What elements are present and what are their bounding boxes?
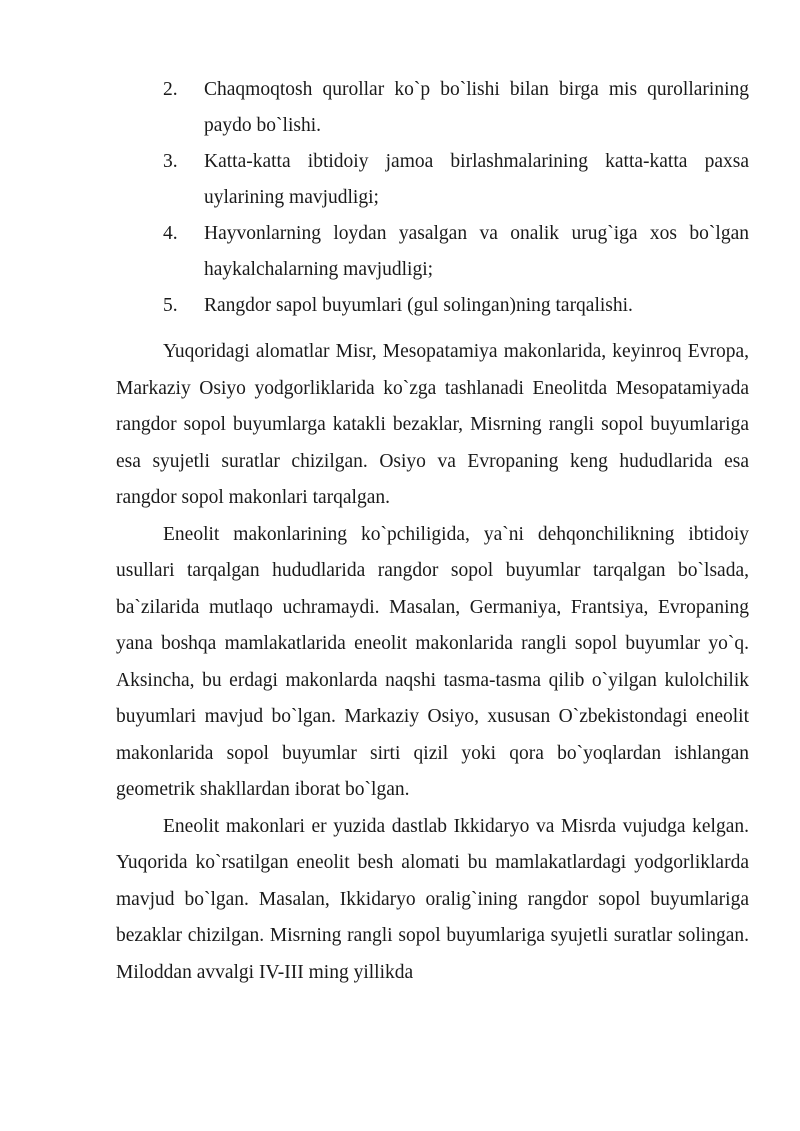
list-item	[0, 72, 800, 144]
list-item-text: Hayvonlarning loydan yasalgan va onalik urug`iga xos bo`lgan haykalchalarning mavjudligi;	[204, 223, 749, 280]
list-item-text: Rangdor sapol buyumlari (gul solingan)ning tarqalishi.	[204, 295, 633, 316]
list-item-text: Katta-katta ibtidoiy jamoa birlashmalarining katta-katta paxsa uylarining mavjudligi;	[204, 151, 749, 208]
list-item-number: 5.	[163, 295, 178, 316]
numbered-list	[0, 72, 800, 324]
body-text	[0, 334, 800, 991]
list-item	[0, 144, 800, 216]
paragraph: Yuqoridagi alomatlar Misr, Mesopatamiya makonlarida, keyinroq Evropa, Markaziy Osiyo yodgorliklarida ko`zga tashlanadi Eneolitda Mesopatamiyada rangdor sopol buyumlarga katakli bezaklar, Misrning rangli sopol buyumlariga esa syujetli suratlar chizilgan. Osiyo va Evropaning keng hududlarida esa rangdor sopol makonlari tarqalgan.	[116, 341, 749, 508]
paragraph: Eneolit makonlari er yuzida dastlab Ikkidaryo va Misrda vujudga kelgan. Yuqorida ko`rsatilgan eneolit besh alomati bu mamlakatlardagi yodgorliklarda mavjud bo`lgan. Masalan, Ikkidaryo oralig`ining rangdor sopol buyumlariga bezaklar chizilgan. Misrning rangli sopol buyumlariga syujetli suratlar solingan. Miloddan avvalgi IV-III ming yillikda	[116, 815, 749, 983]
paragraph: Eneolit makonlarining ko`pchiligida, ya`ni dehqonchilikning ibtidoiy usullari tarqalgan hududlarida rangdor sopol buyumlar tarqalgan bo`lsada, ba`zilarida mutlaqo uchramaydi. Masalan, Germaniya, Frantsiya, Evropaning yana boshqa mamlakatlarida eneolit makonlarida rangli sopol buyumlar yo`q. Aksincha, bu erdagi makonlarda naqshi tasma-tasma qilib o`yilgan kulolchilik buyumlari mavjud bo`lgan. Markaziy Osiyo, xususan O`zbekistondagi eneolit makonlarida sopol buyumlar sirti qizil yoki qora bo`yoqlardan ishlangan geometrik shakllardan iborat bo`lgan.	[116, 523, 749, 800]
list-item-number: 2.	[163, 79, 178, 100]
list-item-text: Chaqmoqtosh qurollar ko`p bo`lishi bilan birga mis qurollarining paydo bo`lishi.	[204, 79, 749, 136]
list-item-number: 4.	[163, 223, 178, 244]
list-item	[0, 216, 800, 288]
list-item	[0, 288, 800, 324]
list-item-number: 3.	[163, 151, 178, 172]
